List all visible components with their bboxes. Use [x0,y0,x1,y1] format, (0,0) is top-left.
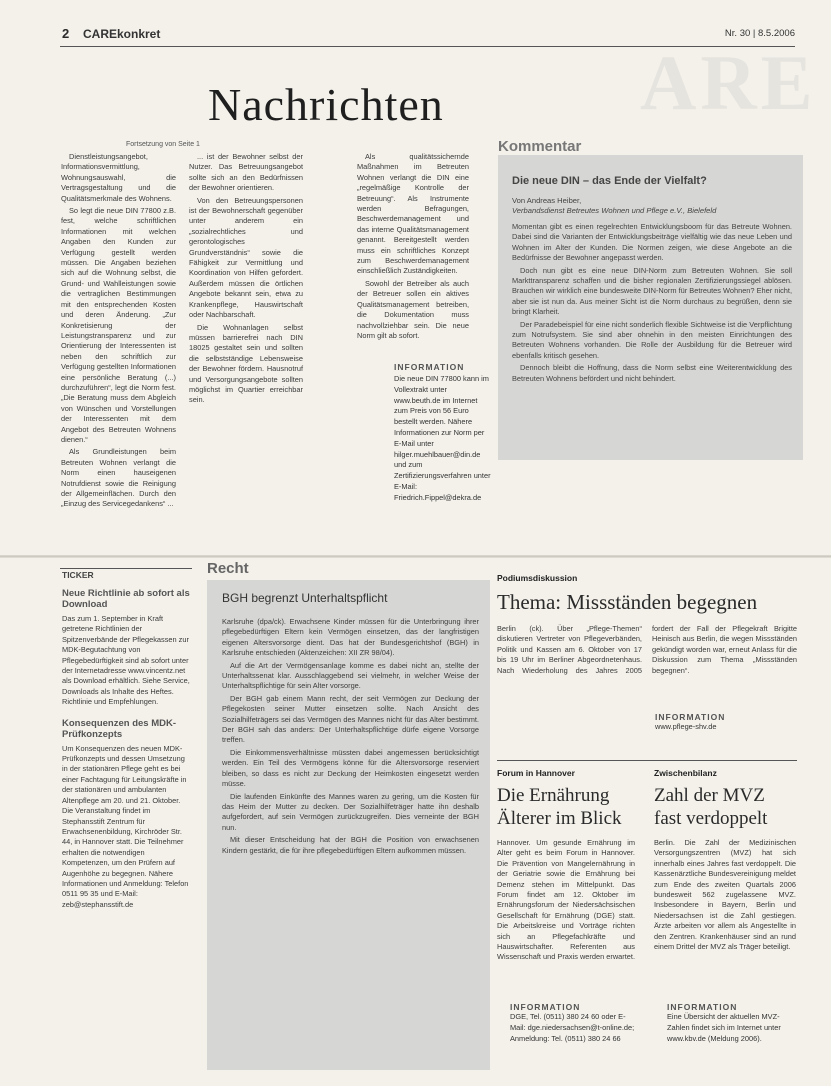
paragraph: Von den Betreuungspersonen ist der Bewohnerschaft gegenüber unter anderem ein „sozialrechtliches und gerontologisches Grundverständnis“ sowie die Fähigkeit zur Vermittlung und Koordination von Hilfen gefordert. Außerdem müssen die örtlichen Angebote bekannt sein, etwa zu Krankenpflege, Hauswirtschaft oder Nachbarschaft. [189,195,303,320]
ticker-item-1-text: Das zum 1. September in Kraft getretene Richtlinien der Spitzenverbände der Pflegekassen zur MDK-Begutachtung von Pflegebedürftigkeit sind ab sofort unter der Internetadresse www.vincentz.net als Download erhältlich. Siehe Service, Downloads als Inhalte des Heftes. Richtlinie und Empfehlungen. [62,614,190,707]
mvz-info [667,1002,797,1062]
kommentar-label: Kommentar [498,138,582,155]
info-text: Die neue DIN 77800 kann im Vollextrakt unter www.beuth.de im Internet zum Preis von 56 Euro bestellt werden. Nähere Informationen zur Norm per E-Mail unter hilger.muehlbauer@din.de und zum Zertifizierungsverfahren unter E-Mail: Friedrich.Fippel@dekra.de [394,374,491,502]
info-text: www.pflege-shv.de [655,722,717,731]
mvz-text: Berlin. Die Zahl der Medizinischen Versorgungszentren (MVZ) hat sich innerhalb eines Jahres fast verdoppelt. Die Kassenärztliche Bundesvereinigung meldet zum Ende des zweiten Quartals 2006 bundesweit 562 zugelassene MVZ. Insbesondere in Bayern, Berlin und Niedersachsen ist die Zahl gestiegen. Ärzte arbeiten vor allem als Angestellte in den Zentren. Krankenhäuser sind an rund einem Drittel der MVZ als Träger beteiligt. [654,838,796,952]
paragraph: Die Wohnanlagen selbst müssen barrierefrei nach DIN 18025 gestaltet sein und sollten die selbstständige Lebensweise der Bewohner fördern. Hausnotruf und Versorgungsangebote sollten möglichst im Quartier erreichbar sein. [189,322,303,405]
paragraph: Sowohl der Betreiber als auch der Betreuer sollen ein aktives Qualitätsmanagement betreiben, die Dokumentation muss nachvollziehbar sein. Die neue Norm gilt ab sofort. [357,278,469,340]
recht-content [222,591,479,1061]
kommentar-author-role: Verbandsdienst Betreutes Wohnen und Pflege e.V., Bielefeld [512,206,717,215]
recht-label: Recht [207,560,249,577]
podium-divider [497,760,797,761]
info-heading: INFORMATION [510,1002,581,1012]
hannover-text: Hannover. Um gesunde Ernährung im Alter geht es beim Forum in Hannover. Die Prävention von Mangelernährung in der Geriatrie sowie die Ernährung bei Demenz stehen im Mittelpunkt. Das Forum findet am 12. Oktober im Ernährungsforum der Niedersächsischen Gesellschaft für Ernährung (DGE) statt. Die Arbeitskreise und Vorträge richten sich an Pflegefachkräfte und Hauswirtschafter. Referenten aus Wissenschaft und Praxis werden erwartet. [497,838,636,962]
recht-headline: BGH begrenzt Unterhaltspflicht [222,591,388,605]
paragraph: Die laufenden Einkünfte des Mannes waren zu gering, um die Kosten für das Heim der Mutter zu decken. Der Sozialhilfeträger hatte ihn deshalb aufgefordert, auf sein Vermögen zurückzugreifen. Dies verneinte der BGH nun. [222,791,479,832]
podium-headline: Thema: Missständen begegnen [497,590,758,614]
info-heading: INFORMATION [655,712,726,722]
paper-fold [0,555,831,558]
issue-date: Nr. 30 | 8.5.2006 [724,28,795,39]
ticker-rule [60,568,192,569]
info-heading: INFORMATION [394,362,465,372]
paragraph: Dienstleistungsangebot, Informationsvermittlung, Wohnungsauswahl, die Vertragsgestaltung und die Qualitätsmerkmale des Wohnens. [61,152,176,203]
podium-text: Berlin (ck). Über „Pflege-Themen“ diskutieren Vertreter von Pflegeverbänden, Politik und Kassen am 6. Oktober von 17 bis 19 Uhr im Berliner Abgeordnetenhaus. Nach Wiederholung des Jahres 2005 fordert der Fall der Pflegekraft Brigitte Heinisch aus Berlin, die wegen Missständen gekündigt worden war, erneut Anlass für die Diskussion zum Thema „Missständen begegnen“. [497,624,797,675]
lead-article-column-2 [189,152,303,457]
ticker-column [62,588,190,1063]
paragraph: Doch nun gibt es eine neue DIN-Norm zum Betreuten Wohnen. Sie soll Markttransparenz schaffen und die bisher regionalen Zertifizierungssiegel ablösen. Brauchen wir wirklich eine bundesweite DIN-Norm für Betreutes Wohnen? Eher nicht, aber sie ist nun da. Aus meiner Sicht ist die Norm durchaus zu begrüßen, denn sie bringt Klarheit. [512,265,792,317]
paragraph: Als Grundleistungen beim Betreuten Wohnen verlangt die Norm einen hauseigenen Notrufdienst sowie die Reinigung der Allgemeinflächen. Durch den „Einzug des Servicegedankens“ ... [61,447,176,509]
lead-info-box [394,362,492,502]
info-text: DGE, Tel. (0511) 380 24 60 oder E-Mail: dge.niedersachsen@t-online.de; Anmeldung: Tel. (0511) 380 24 66 [510,1012,635,1043]
ticker-label: TICKER [62,570,94,580]
lead-article-column-3 [317,152,492,362]
hannover-info [510,1002,635,1044]
kommentar-author: Von Andreas Heiber, [512,196,582,205]
paragraph: Der Paradebeispiel für eine nicht sonderlich flexible Sichtweise ist die Verpflichtung zum Notrufsystem. Sie sind aber ohnehin in den meisten Einrichtungen des Betreuten Wohnens vorhanden. Die Rolle der Ausbildung für die Betreuer wird ebenfalls kritisch gesehen. [512,319,792,360]
paragraph: Karlsruhe (dpa/ck). Erwachsene Kinder müssen für die Unterbringung ihrer pflegebedürftigen Eltern kein Vermögen einsetzen, das der langfristigen eigenen Altersvorsorge dient. Das hat der Bundesgerichtshof (BGH) in Karlsruhe entschieden (Aktenzeichen: XII ZR 98/04). [222,617,479,658]
section-title: Nachrichten [208,79,444,130]
info-text: Eine Übersicht der aktuellen MVZ-Zahlen findet sich im Internet unter www.kbv.de (Meldung 2006). [667,1012,781,1043]
kommentar-headline: Die neue DIN – das Ende der Vielfalt? [512,175,707,187]
hannover-headline: Die Ernährung Älterer im Blick [497,785,622,829]
paragraph: So legt die neue DIN 77800 z.B. fest, welche schriftlichen Informationen mit welchen Angaben den Kunden zur Verfügung gestellt werden müssen. Die Angaben beziehen sich auf die Wohnung selbst, die Grund- und Wahlleistungen sowie die vertraglichen Bestimmungen mit den entsprechenden Kosten und deren Änderung. „Zur Konkretisierung der Leistungstransparenz und zur Orientierung der Interessenten ist neben den schriftlich zur Verfügung gestellten Informationen eine persönliche Beratung (...) durchzuführen“, legt die Norm fest. „Die Beratung muss dem Abgleich von Wünschen und Vorstellungen der Interessenten mit dem Angebot des Betreuten Wohnens dienen.“ [61,206,176,444]
lead-article-column-1 [61,152,176,509]
kommentar-content [512,175,792,455]
ticker-item-1-headline: Neue Richtlinie ab sofort als Download [62,588,190,610]
page-number: 2 [62,26,70,41]
publication-name: CAREkonkret [83,27,161,41]
mvz-headline: Zahl der MVZ fast verdoppelt [654,785,768,829]
paragraph: Momentan gibt es einen regelrechten Entwicklungsboom für das Betreute Wohnen. Dabei sind die Varianten der Entwicklungsbeiträge vielfältig wie das neue Leben und Wohnen im Alter der Kunden. Die Normen zeigen, wie diese Angebote an die Bedürfnisse der Bewohner angepasst werden. [512,222,792,263]
info-heading: INFORMATION [667,1002,738,1012]
continuation-note: Fortsetzung von Seite 1 [126,141,200,148]
ticker-item-2-text: Um Konsequenzen des neuen MDK-Prüfkonzepts und dessen Umsetzung in der stationären Pflege geht es bei einer Fachtagung für Leitungskräfte in der stationären und ambulanten Altenpflege am 20. und 21. Oktober. Die Veranstaltung findet im Stephansstift Zentrum für Erwachsenenbildung, Kirchröder Str. 44, in Hannover statt. Die Teilnehmer erhalten die notwendigen Kompetenzen, um den Prüfern auf Augenhöhe zu begegnen. Nähere Informationen und Anmeldung: Telefon 0511 95 35 und E-Mail: zeb@stephansstift.de [62,743,189,909]
podium-info [655,712,795,733]
paragraph: ... ist der Bewohner selbst der Nutzer. Das Betreuungsangebot sollte sich an den Bedürfnissen der Bewohner orientieren. [189,152,303,193]
paragraph: Dennoch bleibt die Hoffnung, dass die Norm selbst eine Weiterentwicklung des Betreuten Wohnens befördert und nicht behindert. [512,363,792,383]
watermark-decoration: ARE [640,39,817,126]
hannover-kicker: Forum in Hannover [497,768,575,778]
paragraph: Als qualitätssichernde Maßnahmen im Betreuten Wohnen verlangt die DIN eine „regelmäßige Kontrolle der Betreuung“. Als Instrumente werden Befragungen, Beschwerdemanagement und das interne Qualitätsmanagement genannt. Bereitgestellt werden muss ein schriftliches Konzept zum Beschwerdemanagement einschließlich Zuständigkeiten. [357,152,469,276]
paragraph: Mit dieser Entscheidung hat der BGH die Position von erwachsenen Kindern gestärkt, die für ihre pflegebedürftigen Eltern aufkommen müssen. [222,835,479,855]
podium-kicker: Podiumsdiskussion [497,573,578,583]
paragraph: Die Einkommensverhältnisse müssten dabei angemessen berücksichtigt werden. Ein Teil des Vermögens könne für die Altersvorsorge reserviert bleiben, so dass es nicht zur Deckung der Heimkosten eingesetzt werden müsse. [222,747,479,789]
ticker-item-2-headline: Konsequenzen des MDK-Prüfkonzepts [62,717,177,740]
paragraph: Auf die Art der Vermögensanlage komme es dabei nicht an, stellte der Unterhaltssenat klar. Ausschlaggebend sei vielmehr, in welcher Weise der Unterhaltspflichtige für sein Alter vorsorge. [222,660,479,691]
paragraph: Der BGH gab einem Mann recht, der seit Vermögen zur Deckung der Pflegekosten seiner Mutter einsetzen sollte. Nach Ansicht des Sozialhilfeträgers sei das Vermögen des Mannes nicht für das Alter bestimmt. Der BGH sah das anders: Der Unterhaltspflichtige dürfe eigene Vorsorge treffen. [222,693,479,745]
mvz-kicker: Zwischenbilanz [654,768,717,778]
